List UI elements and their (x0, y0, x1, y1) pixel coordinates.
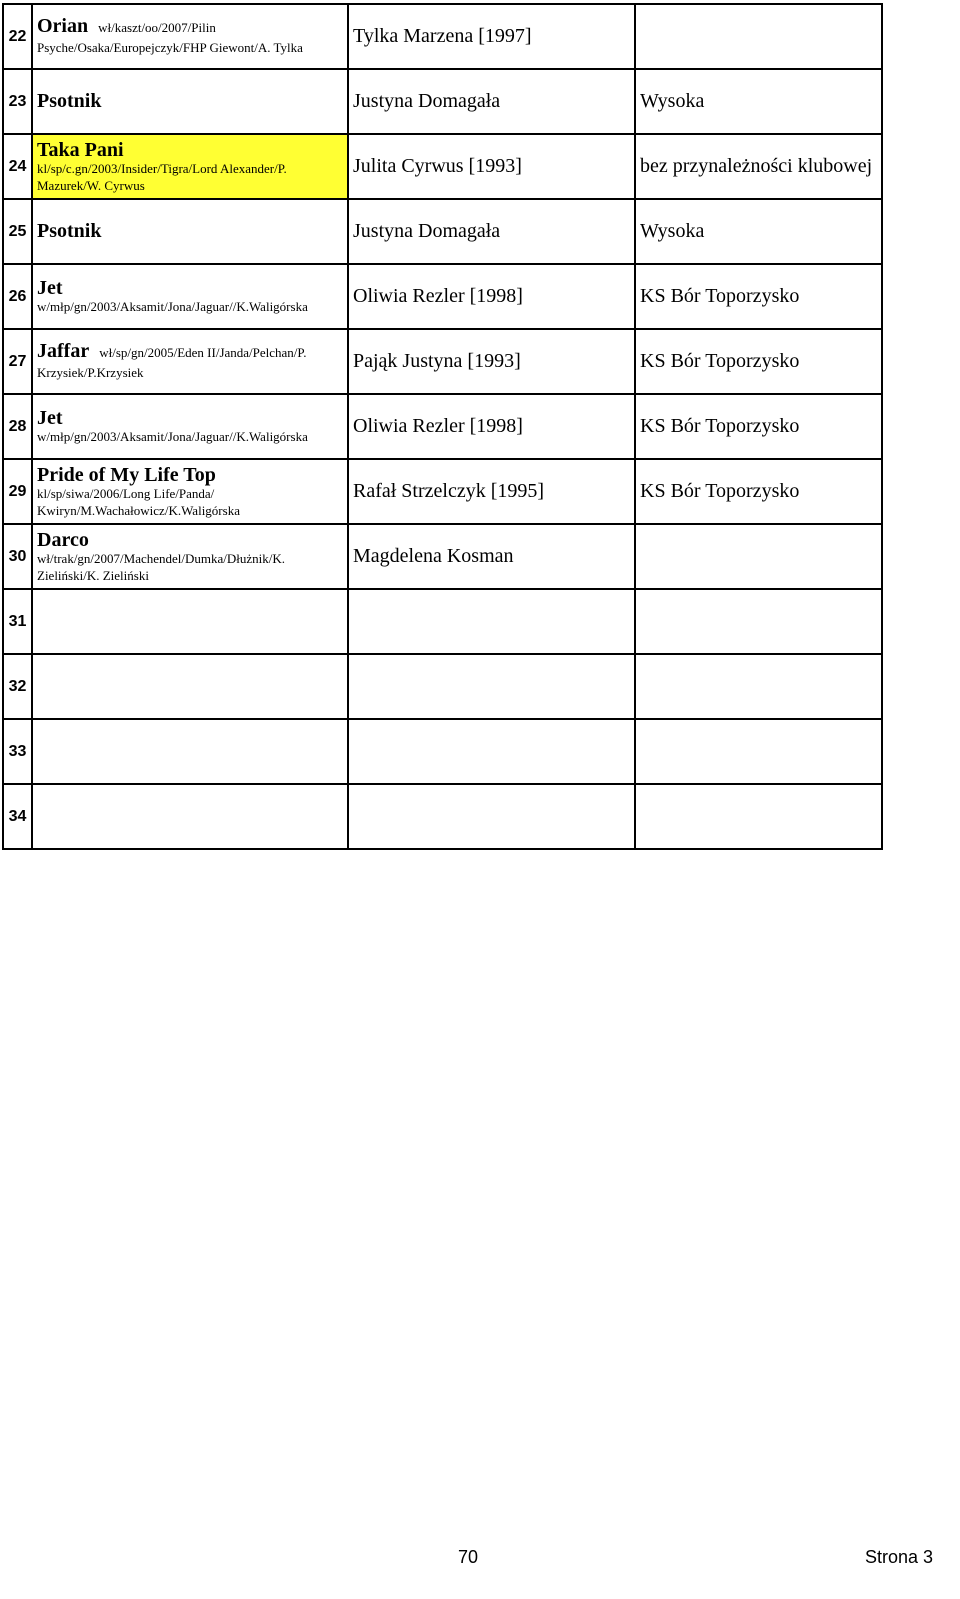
horse-cell (32, 394, 348, 459)
club-cell: Wysoka (635, 199, 882, 264)
club-cell (635, 589, 882, 654)
horse-description: w/młp/gn/2003/Aksamit/Jona/Jaguar//K.Waligórska (37, 429, 308, 444)
horse-description: w/młp/gn/2003/Aksamit/Jona/Jaguar//K.Waligórska (37, 299, 308, 314)
table-row (3, 524, 882, 589)
start-number: 22 (3, 4, 32, 69)
rider-cell (348, 654, 635, 719)
start-number: 24 (3, 134, 32, 199)
club-cell (635, 784, 882, 849)
rider-cell: Pająk Justyna [1993] (348, 329, 635, 394)
rider-cell (348, 719, 635, 784)
horse-cell (32, 654, 348, 719)
horse-name: Psotnik (37, 220, 102, 242)
horse-cell (32, 524, 348, 589)
page-label: Strona 3 (865, 1547, 934, 1567)
horse-cell (32, 134, 348, 199)
horse-cell (32, 4, 348, 69)
table-row (3, 459, 882, 524)
horse-name: Taka Pani (37, 139, 124, 161)
start-number: 25 (3, 199, 32, 264)
table-row (3, 394, 882, 459)
horse-description: kl/sp/siwa/2006/Long Life/Panda/ Kwiryn/M.Wachałowicz/K.Waligórska (37, 485, 240, 518)
rider-cell: Rafał Strzelczyk [1995] (348, 459, 635, 524)
horse-description: wł/sp/gn/2005/Eden II/Janda/Pelchan/P. Krzysiek/P.Krzysiek (37, 344, 307, 380)
horse-cell (32, 69, 348, 134)
table-row (3, 69, 882, 134)
horse-cell (32, 199, 348, 264)
start-number: 31 (3, 589, 32, 654)
club-cell: KS Bór Toporzysko (635, 459, 882, 524)
horse-cell (32, 719, 348, 784)
rider-cell: Julita Cyrwus [1993] (348, 134, 635, 199)
horse-name: Psotnik (37, 90, 102, 112)
rider-cell: Oliwia Rezler [1998] (348, 264, 635, 329)
club-cell: KS Bór Toporzysko (635, 394, 882, 459)
club-cell: KS Bór Toporzysko (635, 264, 882, 329)
horse-name: Jet (37, 408, 63, 429)
rider-cell (348, 589, 635, 654)
table-row (3, 654, 882, 719)
rider-cell: Tylka Marzena [1997] (348, 4, 635, 69)
start-number: 27 (3, 329, 32, 394)
table-row (3, 199, 882, 264)
horse-name: Jet (37, 278, 63, 299)
horse-cell (32, 329, 348, 394)
horse-name: Orian (37, 15, 89, 37)
horse-cell (32, 784, 348, 849)
start-number: 23 (3, 69, 32, 134)
club-cell (635, 719, 882, 784)
start-number: 28 (3, 394, 32, 459)
rider-cell (348, 784, 635, 849)
club-cell (635, 4, 882, 69)
start-number: 34 (3, 784, 32, 849)
club-cell (635, 654, 882, 719)
horse-cell (32, 589, 348, 654)
table-row (3, 329, 882, 394)
table-row (3, 134, 882, 199)
start-number: 32 (3, 654, 32, 719)
table-row (3, 264, 882, 329)
table-row (3, 589, 882, 654)
table-row (3, 4, 882, 69)
rider-cell: Magdelena Kosman (348, 524, 635, 589)
table-row (3, 784, 882, 849)
page-number: 70 (458, 1547, 479, 1567)
horse-name: Jaffar (37, 340, 90, 362)
horse-description: wł/trak/gn/2007/Machendel/Dumka/Dłużnik/K. Zieliński/K. Zieliński (37, 550, 286, 583)
horse-description: wł/kaszt/oo/2007/Pilin Psyche/Osaka/Europejczyk/FHP Giewont/A. Tylka (37, 19, 303, 55)
table-row (3, 719, 882, 784)
rider-cell: Oliwia Rezler [1998] (348, 394, 635, 459)
horse-name: Pride of My Life Top (37, 464, 216, 486)
horse-name: Darco (37, 529, 89, 551)
rider-cell: Justyna Domagała (348, 199, 635, 264)
start-number: 29 (3, 459, 32, 524)
start-list-table (2, 3, 883, 850)
club-cell: bez przynależności klubowej (635, 134, 882, 199)
rider-cell: Justyna Domagała (348, 69, 635, 134)
club-cell (635, 524, 882, 589)
start-number: 26 (3, 264, 32, 329)
club-cell: KS Bór Toporzysko (635, 329, 882, 394)
horse-description: kl/sp/c.gn/2003/Insider/Tigra/Lord Alexander/P. Mazurek/W. Cyrwus (37, 160, 287, 193)
club-cell: Wysoka (635, 69, 882, 134)
horse-cell (32, 264, 348, 329)
horse-cell (32, 459, 348, 524)
start-number: 30 (3, 524, 32, 589)
start-number: 33 (3, 719, 32, 784)
